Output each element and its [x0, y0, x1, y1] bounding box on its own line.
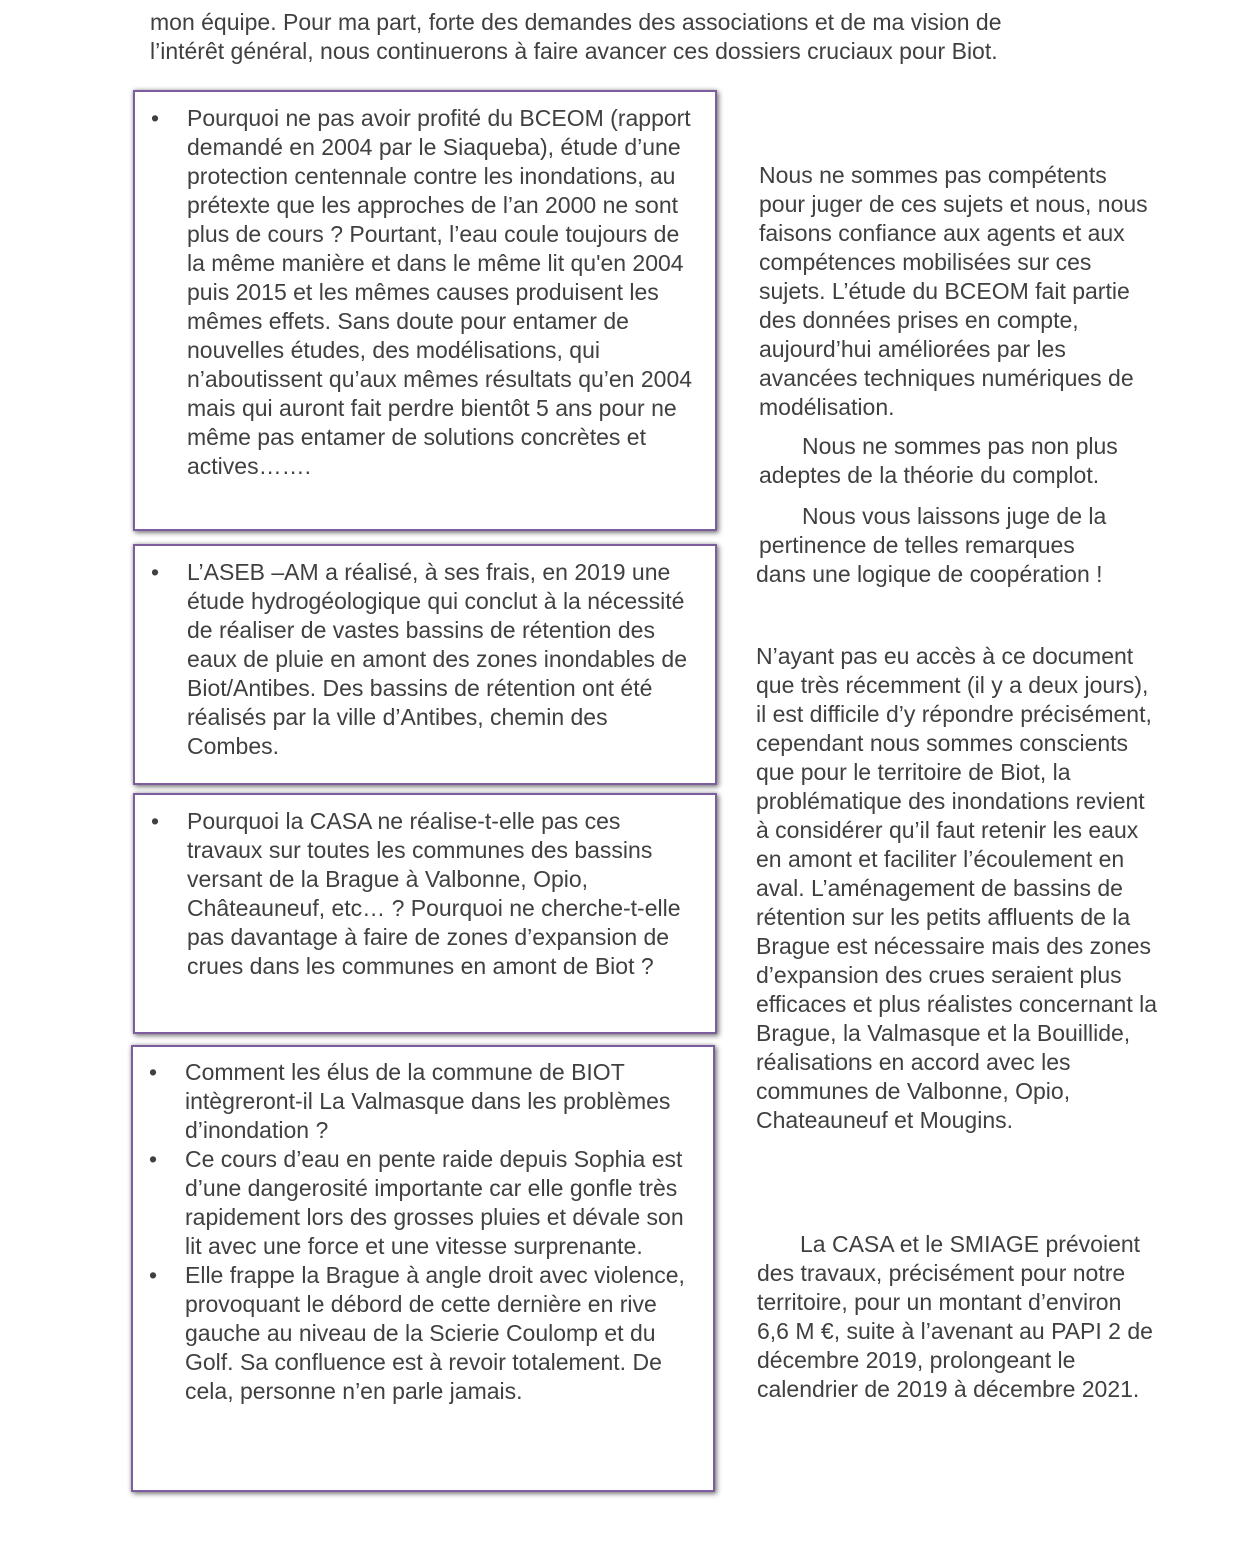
- question-box-aseb-study: [133, 544, 717, 785]
- question-list: [135, 558, 715, 761]
- question-bullet-valmasque-integration: • Comment les élus de la commune de BIOT intègreront-il La Valmasque dans les problèmes d’inondation ?: [133, 1058, 713, 1145]
- question-bullet-bceom: • Pourquoi ne pas avoir profité du BCEOM (rapport demandé en 2004 par le Siaqueba), étude d’une protection centennale contre les inondations, au prétexte que les approches de l’an 2000 ne sont plus de cours ? Pourtant, l’eau coule toujours de la même manière et dans le même lit qu'en 2004 puis 2015 et les mêmes causes produisent les mêmes effets. Sans doute pour entamer de nouvelles études, des modélisations, qui n’aboutissent qu’aux mêmes résultats qu’en 2004 mais qui auront fait perdre bientôt 5 ans pour ne même pas entamer de solutions concrètes et actives…….: [135, 104, 715, 481]
- response-casa-smiage: La CASA et le SMIAGE prévoient des travaux, précisément pour notre territoire, pour un montant d’environ 6,6 M €, suite à l’avenant au PAPI 2 de décembre 2019, prolongeant le calendrier de 2019 à décembre 2021.: [757, 1231, 1153, 1402]
- question-bullet-valmasque-danger: • Ce cours d’eau en pente raide depuis Sophia est d’une dangerosité importante car elle gonfle très rapidement lors des grosses pluies et dévale son lit avec une force et une vitesse surprenante.: [133, 1145, 713, 1261]
- response-cooperation-end: dans une logique de coopération !: [756, 561, 1103, 587]
- question-bullet-casa-works: • Pourquoi la CASA ne réalise-t-elle pas ces travaux sur toutes les communes des bassins versant de la Brague à Valbonne, Opio, Châteauneuf, etc… ? Pourquoi ne cherche-t-elle pas davantage à faire de zones d’expansion de crues dans les communes en amont de Biot ?: [135, 807, 715, 981]
- question-box-casa-works: [133, 793, 717, 1034]
- question-list: [135, 807, 715, 981]
- question-list: [133, 1058, 713, 1406]
- response-complot: Nous ne sommes pas non plus adeptes de la théorie du complot.: [759, 433, 1118, 488]
- response-bceom: Nous ne sommes pas compétents pour juger de ces sujets et nous, nous faisons confiance aux agents et aux compétences mobilisées sur ces sujets. L’étude du BCEOM fait partie des données prises en compte, aujourd’hui améliorées par les avancées techniques numériques de modélisation.: [759, 162, 1148, 420]
- response-cooperation: [756, 502, 1159, 589]
- question-box-bceom: [133, 90, 717, 531]
- response-aseb-study: N’ayant pas eu accès à ce document que très récemment (il y a deux jours), il est difficile d’y répondre précisément, cependant nous sommes conscients que pour le territoire de Biot, la problématique des inondations revient à considérer qu’il faut retenir les eaux en amont et faciliter l’écoulement en aval. L’aménagement de bassins de rétention sur les petits affluents de la Brague est nécessaire mais des zones d’expansion des crues seraient plus efficaces et plus réalistes concernant la Brague, la Valmasque et la Bouillide, réalisations en accord avec les communes de Valbonne, Opio, Chateauneuf et Mougins.: [756, 643, 1158, 1133]
- intro-line-1: mon équipe. Pour ma part, forte des demandes des associations et de ma vision de: [150, 9, 1002, 35]
- question-bullet-aseb-study: • L’ASEB –AM a réalisé, à ses frais, en 2019 une étude hydrogéologique qui conclut à la nécessité de réaliser de vastes bassins de rétention des eaux de pluie en amont des zones inondables de Biot/Antibes. Des bassins de rétention ont été réalisés par la ville d’Antibes, chemin des Combes.: [135, 558, 715, 761]
- response-cooperation-main: Nous vous laissons juge de la pertinence de telles remarques: [759, 503, 1107, 558]
- intro-line-2: l’intérêt général, nous continuerons à faire avancer ces dossiers cruciaux pour Biot.: [150, 38, 998, 64]
- question-bullet-brague-confluence: • Elle frappe la Brague à angle droit avec violence, provoquant le débord de cette dernière en rive gauche au niveau de la Scierie Coulomp et du Golf. Sa confluence est à revoir totalement. De cela, personne n’en parle jamais.: [133, 1261, 713, 1406]
- question-box-valmasque: [131, 1045, 715, 1492]
- question-list: [135, 104, 715, 481]
- intro-paragraph: [150, 8, 1110, 66]
